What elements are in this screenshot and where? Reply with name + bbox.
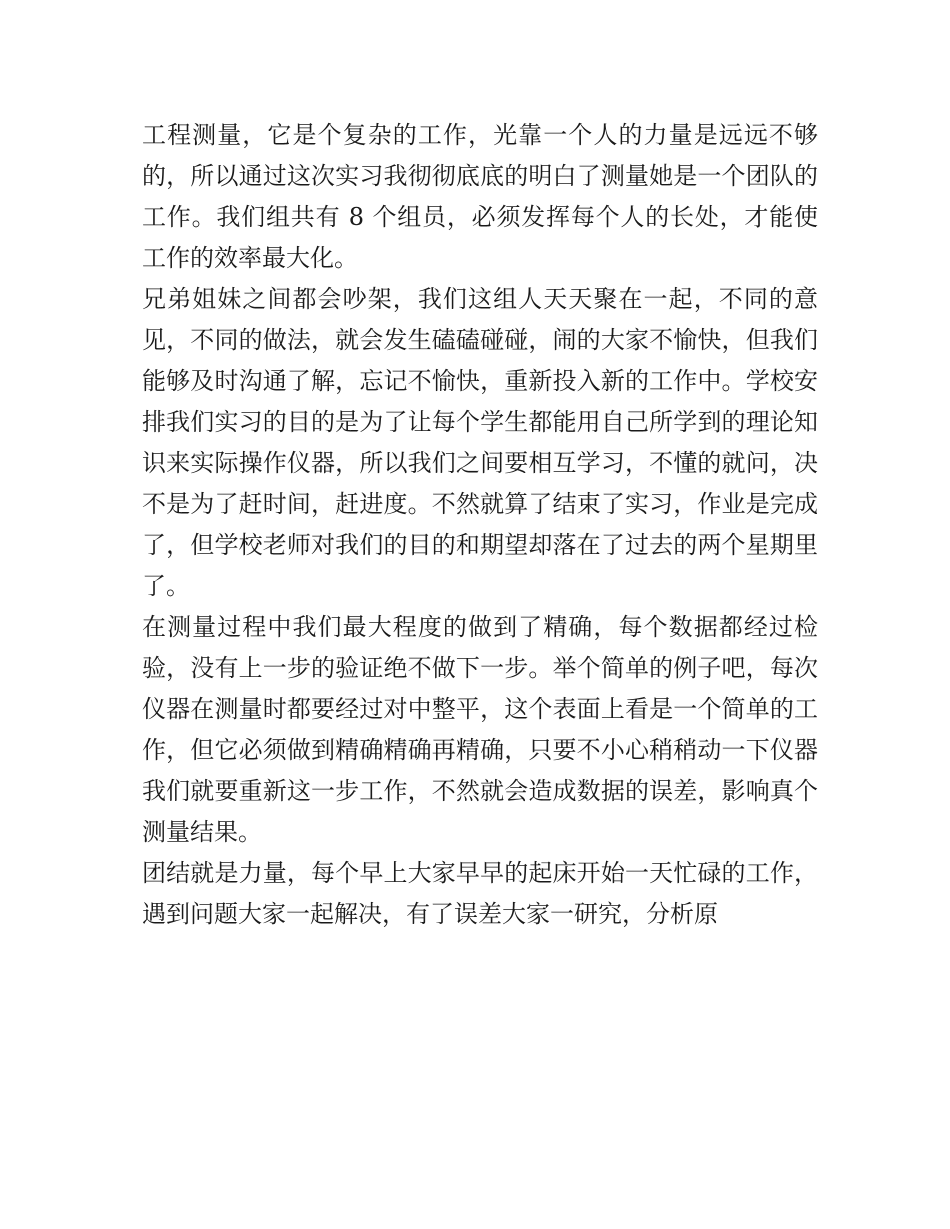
paragraph-2: 兄弟姐妹之间都会吵架，我们这组人天天聚在一起，不同的意见，不同的做法，就会发生磕磕碰碰，闹的大家不愉快，但我们能够及时沟通了解，忘记不愉快，重新投入新的工作中。学校安排我们实习的目的是为了让每个学生都能用自己所学到的理论知识来实际操作仪器，所以我们之间要相互学习，不懂的就问，决不是为了赶时间，赶进度。不然就算了结束了实习，作业是完成了，但学校老师对我们的目的和期望却落在了过去的两个星期里了。 bbox=[142, 285, 818, 600]
document-body bbox=[142, 115, 818, 935]
paragraph-4: 团结就是力量，每个早上大家早早的起床开始一天忙碌的工作，遇到问题大家一起解决，有了误差大家一研究，分析原 bbox=[142, 859, 818, 928]
paragraph-3: 在测量过程中我们最大程度的做到了精确，每个数据都经过检验，没有上一步的验证绝不做下一步。举个简单的例子吧，每次仪器在测量时都要经过对中整平，这个表面上看是一个简单的工作，但它必须做到精确精确再精确，只要不小心稍稍动一下仪器我们就要重新这一步工作，不然就会造成数据的误差，影响真个测量结果。 bbox=[142, 613, 818, 846]
paragraph-1: 工程测量，它是个复杂的工作，光靠一个人的力量是远远不够的，所以通过这次实习我彻彻底底的明白了测量她是一个团队的工作。我们组共有 8 个组员，必须发挥每个人的长处，才能使工作的效率最大化。 bbox=[142, 121, 818, 272]
